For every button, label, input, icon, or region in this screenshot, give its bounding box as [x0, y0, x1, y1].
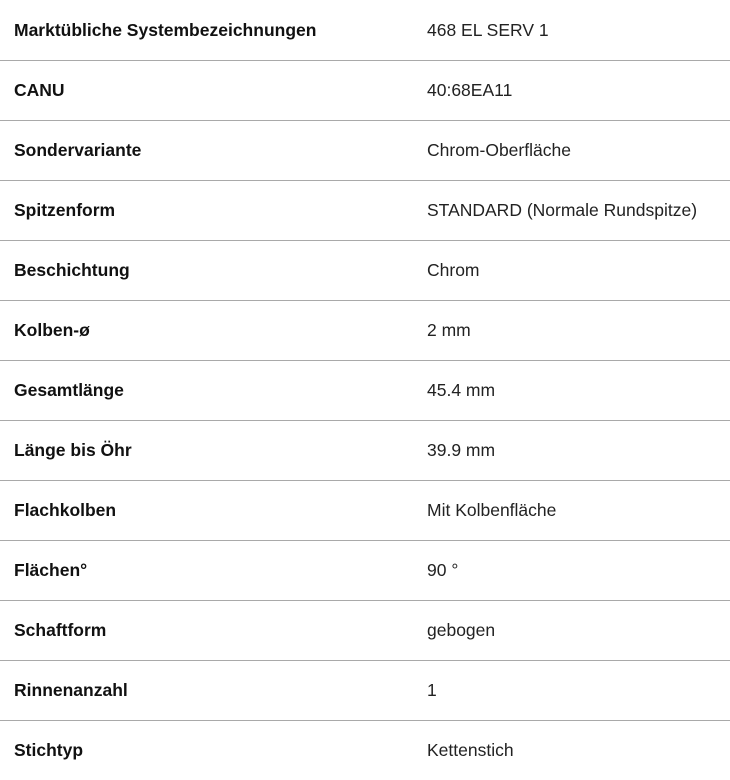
- spec-label: Kolben-ø: [14, 320, 90, 340]
- spec-row: [0, 480, 730, 540]
- spec-label: Gesamtlänge: [14, 380, 124, 400]
- spec-row: [0, 360, 730, 420]
- spec-label: CANU: [14, 80, 65, 100]
- spec-value: gebogen: [427, 620, 496, 640]
- spec-label: Rinnenanzahl: [14, 680, 128, 700]
- spec-label: Schaftform: [14, 620, 107, 640]
- spec-row: [0, 60, 730, 120]
- spec-label: Flachkolben: [14, 500, 117, 520]
- spec-value: Kettenstich: [427, 740, 514, 761]
- spec-row: [0, 720, 730, 780]
- spec-value: 45.4 mm: [427, 380, 496, 400]
- spec-label: Sondervariante: [14, 140, 142, 160]
- spec-value: Mit Kolbenfläche: [427, 500, 557, 520]
- spec-label: Spitzenform: [14, 200, 116, 220]
- spec-row: [0, 420, 730, 480]
- spec-label: Länge bis Öhr: [14, 440, 132, 460]
- spec-row: [0, 660, 730, 720]
- spec-value: STANDARD (Normale Rundspitze): [427, 200, 698, 220]
- spec-row: [0, 300, 730, 360]
- spec-value: 1: [427, 680, 437, 700]
- spec-value: Chrom-Oberfläche: [427, 140, 571, 160]
- spec-row: [0, 180, 730, 240]
- spec-value: 2 mm: [427, 320, 471, 340]
- spec-value: 90 °: [427, 560, 459, 580]
- spec-row: [0, 540, 730, 600]
- spec-value: 40:68EA11: [427, 80, 513, 100]
- spec-row: [0, 120, 730, 180]
- spec-value: 39.9 mm: [427, 440, 496, 460]
- spec-row: [0, 240, 730, 300]
- spec-row: [0, 600, 730, 660]
- spec-value: 468 EL SERV 1: [427, 19, 549, 40]
- spec-label: Flächen°: [14, 560, 88, 580]
- spec-value: Chrom: [427, 260, 480, 280]
- spec-row: [0, 0, 730, 60]
- spec-label: Stichtyp: [14, 740, 84, 761]
- spec-label: Beschichtung: [14, 260, 130, 280]
- spec-label: Marktübliche Systembezeichnungen: [14, 19, 317, 40]
